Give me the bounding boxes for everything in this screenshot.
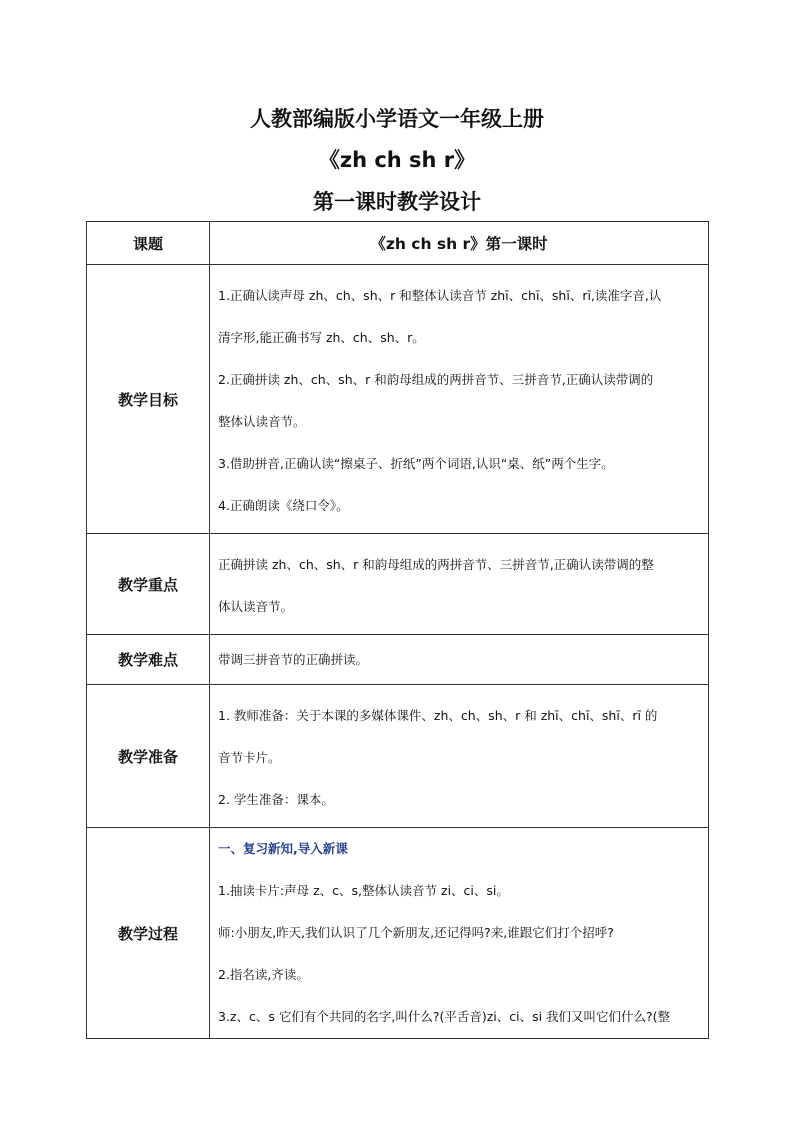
process-line: 1.抽读卡片:声母 z、c、s,整体认读音节 zi、ci、si。: [218, 883, 509, 898]
topic-value: 《zh ch sh r》第一课时: [210, 222, 709, 265]
key-points-content: [210, 534, 709, 635]
objective-line: 3.借助拼音,正确认读“擦桌子、折纸”两个词语,认识“桌、纸”两个生字。: [218, 456, 614, 471]
table-row-topic: [87, 222, 709, 265]
key-point-line: 正确拼读 zh、ch、sh、r 和韵母组成的两拼音节、三拼音节,正确认读带调的整: [218, 557, 654, 572]
document-title: 人教部编版小学语文一年级上册: [250, 107, 544, 131]
objective-line: 清字形,能正确书写 zh、ch、sh、r。: [218, 330, 425, 345]
key-point-line: 体认读音节。: [218, 599, 294, 614]
process-line: 师:小朋友,昨天,我们认识了几个新朋友,还记得吗?来,谁跟它们打个招呼?: [218, 925, 614, 940]
preparation-line: 音节卡片。: [218, 750, 281, 765]
preparation-label: 教学准备: [87, 685, 210, 828]
process-content: [210, 828, 709, 1039]
key-points-label: 教学重点: [87, 534, 210, 635]
topic-label: 课题: [87, 222, 210, 265]
lesson-plan-table: [86, 221, 709, 1039]
table-row-preparation: [87, 685, 709, 828]
lesson-title: 《zh ch sh r》: [318, 148, 476, 172]
objectives-label: 教学目标: [87, 265, 210, 534]
table-row-process: [87, 828, 709, 1039]
process-label: 教学过程: [87, 828, 210, 1039]
table-row-key-points: [87, 534, 709, 635]
objectives-content: [210, 265, 709, 534]
table-row-difficulties: [87, 635, 709, 685]
process-line: 3.z、c、s 它们有个共同的名字,叫什么?(平舌音)zi、ci、si 我们又叫它们什么?(整: [218, 1009, 671, 1024]
objective-line: 整体认读音节。: [218, 414, 306, 429]
table-row-objectives: [87, 265, 709, 534]
preparation-content: [210, 685, 709, 828]
objective-line: 4.正确朗读《绕口令》。: [218, 498, 349, 513]
difficulties-content: [210, 635, 709, 685]
objective-line: 1.正确认读声母 zh、ch、sh、r 和整体认读音节 zhī、chī、shī、rī,读准字音,认: [218, 288, 662, 303]
document-subtitle: 第一课时教学设计: [313, 190, 481, 214]
difficulties-label: 教学难点: [87, 635, 210, 685]
objective-line: 2.正确拼读 zh、ch、sh、r 和韵母组成的两拼音节、三拼音节,正确认读带调的: [218, 372, 654, 387]
difficulty-line: 带调三拼音节的正确拼读。: [218, 651, 369, 667]
process-line: 2.指名读,齐读。: [218, 967, 309, 982]
process-section-title: 一、复习新知,导入新课: [218, 841, 348, 856]
preparation-line: 1. 教师准备：关于本课的多媒体课件、zh、ch、sh、r 和 zhī、chī、shī、rī 的: [218, 708, 658, 723]
preparation-line: 2. 学生准备：课本。: [218, 792, 334, 807]
